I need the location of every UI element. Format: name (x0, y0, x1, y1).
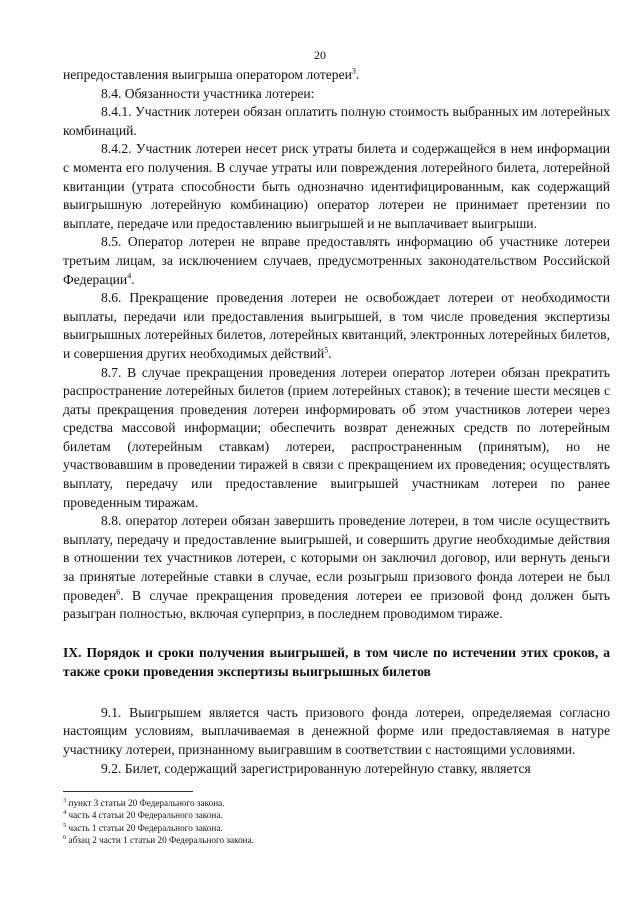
paragraph: 8.5. Оператор лотереи не вправе предоставлять информацию об участнике лотереи третьим лицам, за исключением случаев, предусмотренных законодательством Российской Федерации$^4$. (63, 234, 610, 287)
paragraph: 9.1. Выигрышем является часть призового фонда лотереи, определяемая согласно настоящим условиям, выплачиваемая в денежной форме или предоставляемая в натуре участнику лотереи, признанному выигравшим в соответствии с настоящими условиями. (63, 704, 610, 757)
footnote: $^6$ абзац 2 части 1 статьи 20 Федерального закона. (63, 833, 254, 845)
footnote: $^4$ часть 4 статьи 20 Федерального закона. (63, 809, 223, 821)
document-body (63, 66, 610, 778)
footnotes (63, 797, 254, 846)
paragraph: 9.2. Билет, содержащий зарегистрированную лотерейную ставку, является (101, 760, 531, 776)
paragraph: 8.8. оператор лотереи обязан завершить проведение лотереи, в том числе осуществить выплату, передачу и предоставление выигрышей, и совершить другие необходимые действия в отношении тех участников лотереи, с которыми он заключил договор, или вернуть деньги за принятые лотерейные ставки в случае, если розыгрыш призового фонда лотереи не был проведен$^6$. В случае прекращения проведения лотереи ее призовой фонд должен быть разыгран полностью, включая суперприз, в последнем проводимом тираже. (63, 513, 610, 622)
paragraph: 8.4.1. Участник лотереи обязан оплатить полную стоимость выбранных им лотерейных комбинаций. (63, 104, 610, 138)
footnote: $^5$ часть 1 статьи 20 Федерального закона. (63, 821, 223, 833)
footnote: $^3$ пункт 3 статьи 20 Федерального закона. (63, 796, 225, 808)
paragraph: 8.6. Прекращение проведения лотереи не освобождает лотереи от необходимости выплаты, передачи или предоставления выигрышей, в том числе проведения экспертизы выигрышных лотерейных билетов, лотерейных квитанций, электронных лотерейных билетов, и совершения других необходимых действий$^5$. (63, 290, 610, 361)
page-number: 20 (314, 48, 326, 62)
paragraph: 8.4.2. Участник лотереи несет риск утраты билета и содержащейся в нем информации с момента его получения. В случае утраты или повреждения лотерейного билета, лотерейной квитанции (утрата способности быть однозначно идентифицированным, как содержащий выигрышную лотерейную комбинацию) оператор лотереи не принимает претензии по выплате, передаче или предоставлению выигрышей и не выплачивает выигрыши. (63, 141, 610, 231)
paragraph: 8.7. В случае прекращения проведения лотереи оператор лотереи обязан прекратить распространение лотерейных билетов (прием лотерейных ставок); в течение шести месяцев с даты прекращения проведения лотереи информировать об этом участников лотереи через средства массовой информации; обеспечить возврат денежных средств по лотерейным билетам (лотерейным ставкам) лотереи, распространенным (принятым), но не участвовавшим в проведении тиражей в связи с прекращением их проведения; осуществлять выплату, передачу или предоставление выигрышей участникам лотереи по ранее проведенным тиражам. (63, 364, 610, 510)
footnote-ref: 6 (116, 587, 121, 597)
footnote-ref: 4 (127, 271, 132, 280)
paragraph: 8.4. Обязанности участника лотереи: (101, 85, 315, 101)
paragraph: непредоставления выигрыша оператором лотереи$^3$. (63, 66, 360, 82)
section-heading: IX. Порядок и сроки получения выигрышей, в том числе по истечении этих сроков, а также сроки проведения экспертизы выигрышных билетов (63, 644, 610, 679)
footnote-ref: 3 (351, 66, 356, 76)
footnote-divider (63, 791, 193, 792)
footnote-ref: 5 (324, 345, 329, 355)
